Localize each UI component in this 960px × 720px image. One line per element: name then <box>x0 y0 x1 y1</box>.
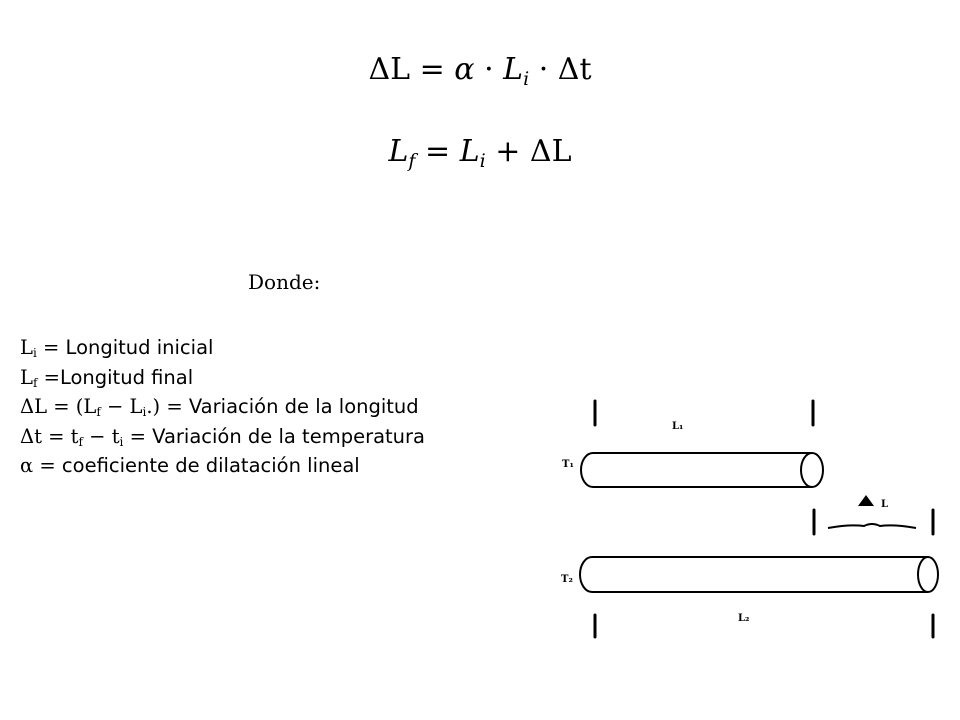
definition-initial-length: $L_i$ = Longitud inicial <box>20 336 214 360</box>
definitions-list <box>20 333 425 481</box>
donde-label: Donde: <box>248 270 321 294</box>
definition-alpha: α = coeficiente de dilatación lineal <box>20 454 360 477</box>
label-l1: L₁ <box>672 421 684 432</box>
rod-initial <box>581 453 823 487</box>
expansion-diagram <box>550 385 950 655</box>
formula-final-length: $L_f = L_i + \Delta L$ <box>388 134 572 172</box>
delta-triangle-icon <box>858 495 874 506</box>
formula-delta-t: Δt <box>557 52 592 87</box>
formula-alpha: α <box>454 52 475 87</box>
rod-expanded <box>580 557 938 592</box>
definition-length-change: $\Delta L = (L_f - L_i.)$ = Variación de la longitud <box>20 395 419 419</box>
label-t1: T₁ <box>562 459 574 470</box>
definition-temperature-change: $\Delta t = t_f - t_i$ = Variación de la temperatura <box>20 424 426 449</box>
definition-final-length: $L_f$ =Longitud final <box>20 365 194 390</box>
formula-delta-length: $\Delta L = \alpha \cdot L_i \cdot \Delta t$ <box>368 52 592 90</box>
formula-delta-length-lhs: ΔL <box>368 52 411 87</box>
label-t2: T₂ <box>561 574 573 585</box>
label-delta-l: L <box>881 499 889 510</box>
label-l2: L₂ <box>738 613 750 624</box>
expansion-brace <box>828 524 916 528</box>
